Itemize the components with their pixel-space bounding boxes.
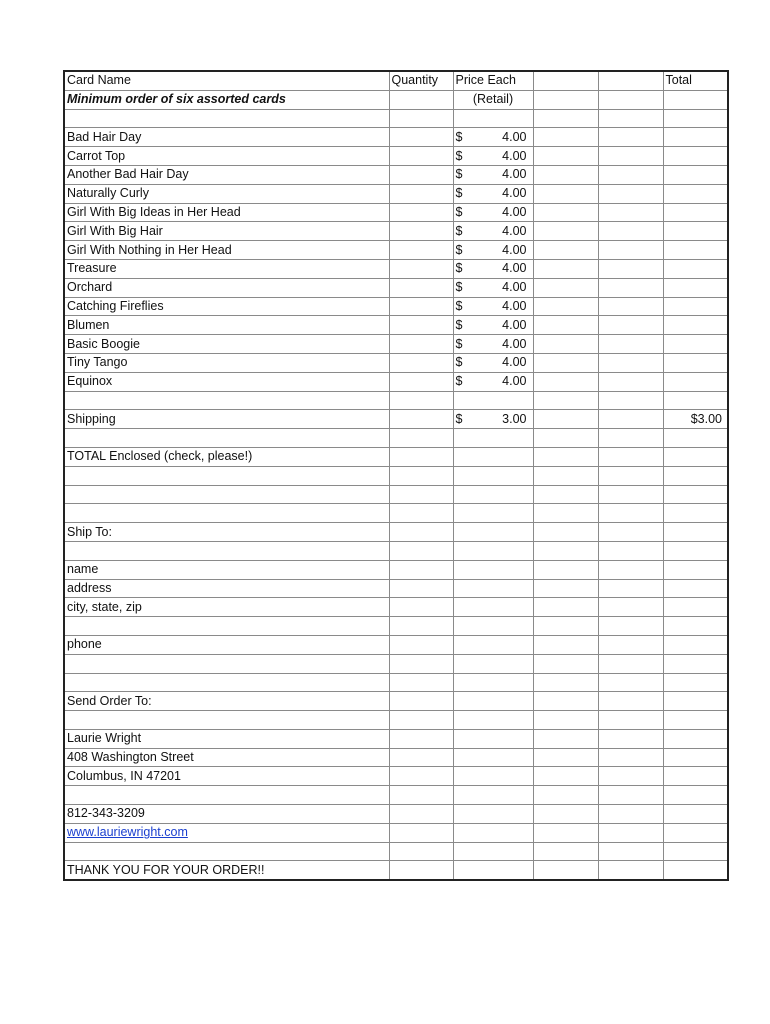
price-cell (453, 165, 533, 184)
price-value: 4.00 (502, 280, 527, 295)
website-link[interactable]: www.lauriewright.com (64, 823, 389, 842)
blank-row (64, 617, 728, 636)
header-price-each: Price Each (453, 71, 533, 90)
card-row (64, 184, 728, 203)
card-row (64, 203, 728, 222)
ship-to-city-row (64, 598, 728, 617)
ship-to-row (64, 523, 728, 542)
currency-symbol: $ (455, 148, 463, 163)
shipping-price (453, 410, 533, 429)
price-value: 4.00 (502, 261, 527, 276)
blank-row (64, 466, 728, 485)
price-value: 4.00 (502, 204, 527, 219)
send-to-row (64, 692, 728, 711)
card-row (64, 165, 728, 184)
card-name: Another Bad Hair Day (64, 165, 389, 184)
total-enclosed-label: TOTAL Enclosed (check, please!) (64, 447, 389, 466)
price-cell (453, 297, 533, 316)
quantity-cell[interactable] (389, 316, 453, 335)
price-value: 4.00 (502, 129, 527, 144)
currency-symbol: $ (455, 223, 463, 238)
price-value: 4.00 (502, 298, 527, 313)
price-cell (453, 278, 533, 297)
card-name: Carrot Top (64, 147, 389, 166)
blank-row (64, 654, 728, 673)
currency-symbol: $ (455, 242, 463, 257)
shipping-total: $3.00 (663, 410, 728, 429)
send-to-street: 408 Washington Street (64, 748, 389, 767)
card-row (64, 278, 728, 297)
card-name: Equinox (64, 372, 389, 391)
send-to-street-row (64, 748, 728, 767)
card-name: Tiny Tango (64, 353, 389, 372)
card-name: Basic Boogie (64, 335, 389, 354)
price-cell (453, 128, 533, 147)
card-row (64, 147, 728, 166)
order-form-sheet (63, 70, 729, 881)
header-row (64, 71, 728, 90)
price-value: 3.00 (502, 411, 527, 426)
subheader-row (64, 90, 728, 109)
send-to-name: Laurie Wright (64, 729, 389, 748)
header-quantity: Quantity (389, 71, 453, 90)
quantity-cell[interactable] (389, 278, 453, 297)
quantity-cell[interactable] (389, 184, 453, 203)
card-row (64, 259, 728, 278)
card-name: Blumen (64, 316, 389, 335)
price-value: 4.00 (502, 186, 527, 201)
card-name: Orchard (64, 278, 389, 297)
blank-row (64, 711, 728, 730)
send-to-phone-row (64, 805, 728, 824)
quantity-cell[interactable] (389, 222, 453, 241)
card-row (64, 353, 728, 372)
currency-symbol: $ (455, 167, 463, 182)
send-to-city-row (64, 767, 728, 786)
send-to-phone: 812-343-3209 (64, 805, 389, 824)
ship-to-label: Ship To: (64, 523, 389, 542)
currency-symbol: $ (455, 261, 463, 276)
price-value: 4.00 (502, 374, 527, 389)
header-total: Total (663, 71, 728, 90)
thank-you-message: THANK YOU FOR YOUR ORDER!! (64, 861, 389, 880)
send-order-to-label: Send Order To: (64, 692, 389, 711)
blank-row (64, 842, 728, 861)
price-value: 4.00 (502, 355, 527, 370)
price-cell (453, 184, 533, 203)
price-value: 4.00 (502, 317, 527, 332)
quantity-cell[interactable] (389, 203, 453, 222)
card-row (64, 222, 728, 241)
blank-row (64, 391, 728, 410)
quantity-cell[interactable] (389, 297, 453, 316)
price-cell (453, 147, 533, 166)
price-cell (453, 241, 533, 260)
ship-to-city-state-zip: city, state, zip (64, 598, 389, 617)
price-value: 4.00 (502, 242, 527, 257)
card-name: Girl With Big Ideas in Her Head (64, 203, 389, 222)
price-value: 4.00 (502, 336, 527, 351)
price-value: 4.00 (502, 223, 527, 238)
ship-to-name-row (64, 560, 728, 579)
card-row (64, 241, 728, 260)
shipping-row (64, 410, 728, 429)
card-name: Naturally Curly (64, 184, 389, 203)
card-row (64, 372, 728, 391)
card-row (64, 297, 728, 316)
currency-symbol: $ (455, 355, 463, 370)
price-value: 4.00 (502, 167, 527, 182)
card-name: Girl With Nothing in Her Head (64, 241, 389, 260)
currency-symbol: $ (455, 298, 463, 313)
blank-row (64, 485, 728, 504)
currency-symbol: $ (455, 411, 463, 426)
card-name: Catching Fireflies (64, 297, 389, 316)
quantity-cell[interactable] (389, 147, 453, 166)
blank-row (64, 673, 728, 692)
currency-symbol: $ (455, 317, 463, 332)
quantity-cell[interactable] (389, 335, 453, 354)
send-to-city: Columbus, IN 47201 (64, 767, 389, 786)
card-name: Girl With Big Hair (64, 222, 389, 241)
currency-symbol: $ (455, 280, 463, 295)
ship-to-address-row (64, 579, 728, 598)
quantity-cell[interactable] (389, 353, 453, 372)
price-cell (453, 259, 533, 278)
blank-row (64, 109, 728, 128)
minimum-order-note: Minimum order of six assorted cards (64, 90, 389, 109)
total-enclosed-row (64, 447, 728, 466)
retail-note: (Retail) (453, 90, 533, 109)
card-name: Bad Hair Day (64, 128, 389, 147)
ship-to-name: name (64, 560, 389, 579)
currency-symbol: $ (455, 336, 463, 351)
blank-row (64, 786, 728, 805)
price-cell (453, 353, 533, 372)
card-name: Treasure (64, 259, 389, 278)
blank-row (64, 541, 728, 560)
price-cell (453, 335, 533, 354)
currency-symbol: $ (455, 129, 463, 144)
card-row (64, 316, 728, 335)
currency-symbol: $ (455, 186, 463, 201)
quantity-cell[interactable] (389, 128, 453, 147)
price-cell (453, 372, 533, 391)
price-cell (453, 222, 533, 241)
blank-row (64, 429, 728, 448)
ship-to-phone-row (64, 635, 728, 654)
ship-to-address: address (64, 579, 389, 598)
thank-you-row (64, 861, 728, 880)
price-cell (453, 316, 533, 335)
quantity-cell[interactable] (389, 259, 453, 278)
quantity-cell[interactable] (389, 372, 453, 391)
shipping-label: Shipping (64, 410, 389, 429)
quantity-cell[interactable] (389, 165, 453, 184)
quantity-cell[interactable] (389, 241, 453, 260)
price-cell (453, 203, 533, 222)
header-card-name: Card Name (64, 71, 389, 90)
website-row (64, 823, 728, 842)
blank-row (64, 504, 728, 523)
currency-symbol: $ (455, 204, 463, 219)
send-to-name-row (64, 729, 728, 748)
card-row (64, 335, 728, 354)
ship-to-phone: phone (64, 635, 389, 654)
card-row (64, 128, 728, 147)
price-value: 4.00 (502, 148, 527, 163)
currency-symbol: $ (455, 374, 463, 389)
